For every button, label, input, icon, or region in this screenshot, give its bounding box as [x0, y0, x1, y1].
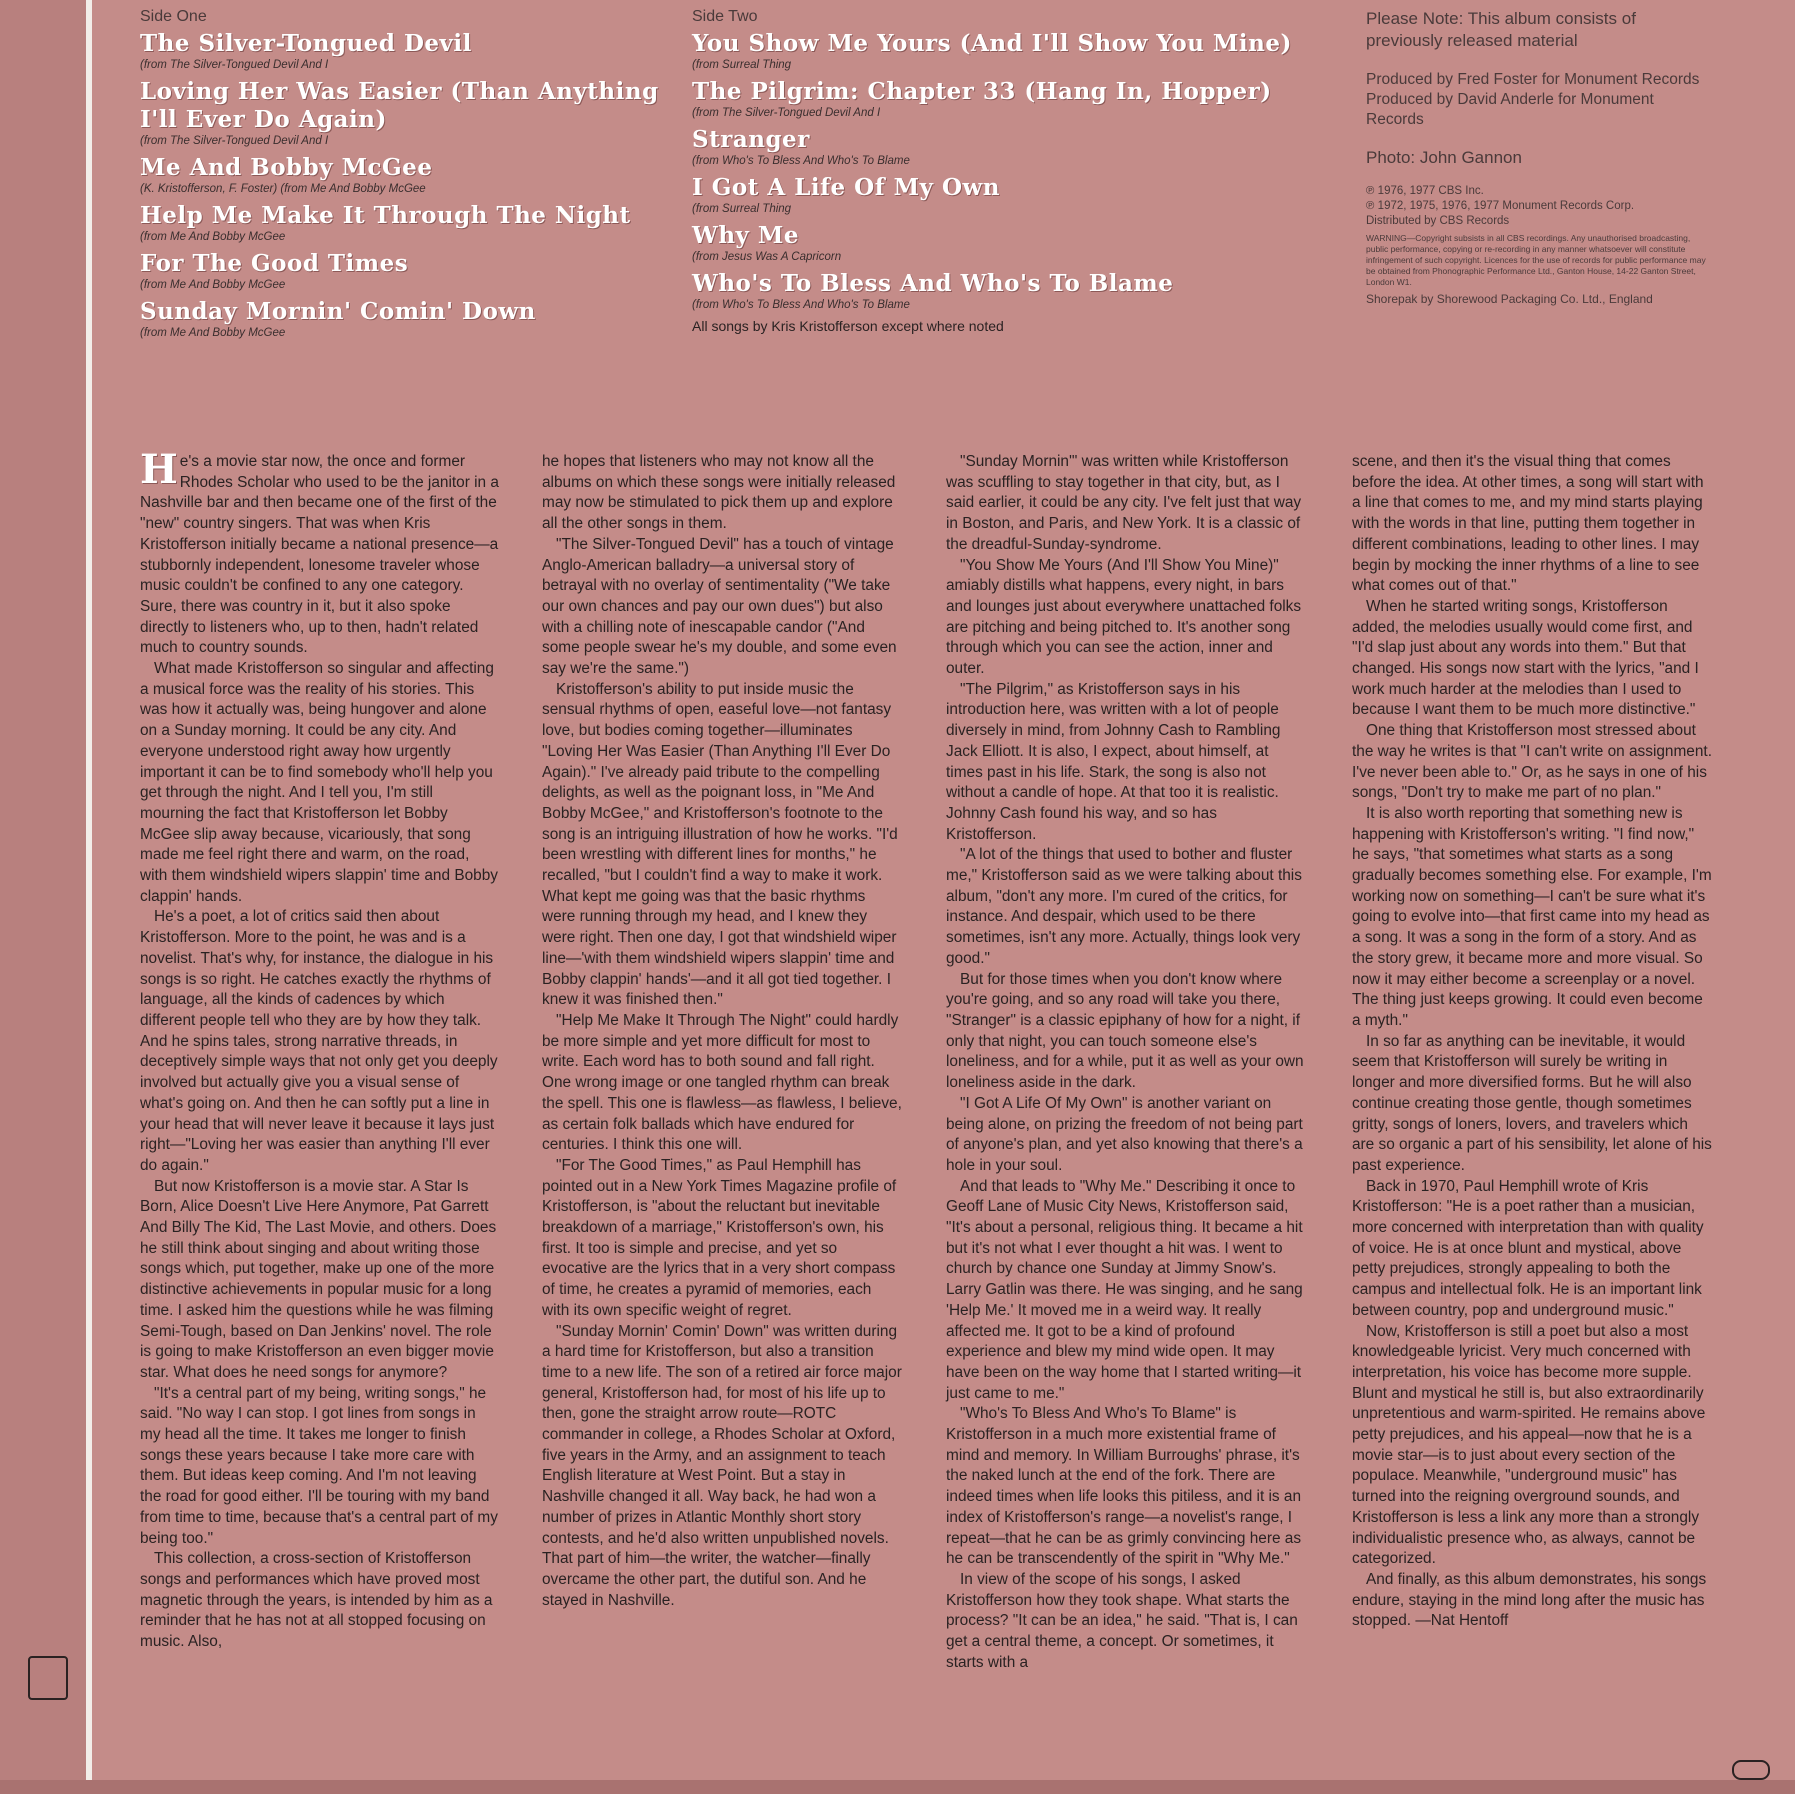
side-two-label: Side Two [692, 8, 758, 25]
track-title: The Pilgrim: Chapter 33 (Hang In, Hopper) [692, 78, 1272, 105]
article-column-1 [140, 446, 500, 1653]
article-paragraph: And finally, as this album demonstrates, his songs endure, staying in the mind long after the music has stopped. —Nat Hentoff [1352, 1570, 1707, 1630]
songwriter-footnote: All songs by Kris Kristofferson except where noted [692, 318, 1004, 334]
article-paragraph: "Sunday Mornin'" was written while Kristofferson was scuffling to stay together in that city, but, as I said earlier, it could be any city. I've felt just that way in Boston, and Paris, and New York. It is a classic of the dreadful-Sunday-syndrome. [946, 453, 1302, 553]
track-title: The Silver-Tongued Devil [140, 30, 472, 57]
side-one-tracklist [140, 8, 680, 346]
article-paragraph: scene, and then it's the visual thing that comes before the idea. At other times, a song will start with a line that comes to me, and my mind starts playing with the words in that line, putting them together in different combinations, leading to other lines. I may begin by mocking the inner rhythms of a line to see what comes out of that." [1352, 453, 1704, 595]
article-paragraph: What made Kristofferson so singular and affecting a musical force was the reality of his stories. This was how it actually was, being hungover and alone on a Sunday morning. It could be any city. And everyone understood right away how urgently important it can be to find somebody who'll help you get through the night. And I tell you, I'm still mourning the fact that Kristofferson let Bobby McGee slip away because, vicariously, that song made me feel right there and warm, on the road, with them windshield wipers slappin' time and Bobby clappin' hands. [140, 660, 498, 905]
track [692, 222, 1352, 264]
article-paragraph: "Who's To Bless And Who's To Blame" is Kristofferson in a much more existential frame of mind and memory. In William Burroughs' phrase, it's the naked lunch at the end of the fork. There are indeed times when life looks this pitiless, and it is an index of Kristofferson's range—a novelist's range, I repeat—that he can be as grimly convincing here as he can be transcendently of the spirit in "Why Me." [946, 1405, 1302, 1568]
track [140, 250, 680, 292]
track [692, 78, 1352, 120]
track-source: (K. Kristofferson, F. Foster) (from Me And Bobby McGee [140, 183, 426, 195]
article-paragraph: In so far as anything can be inevitable, it would seem that Kristofferson will surely be writing in longer and more diversified forms. But he will also continue creating those gentle, though sometimes gritty, songs of loners, lovers, and travelers which are so organic a part of his sensibility, let alone of his past experience. [1352, 1032, 1712, 1174]
article-paragraph: "For The Good Times," as Paul Hemphill has pointed out in a New York Times Magazine profile of Kristofferson, is "about the reluctant but inevitable breakdown of a marriage," Kristofferson's own, his first. It too is simple and precise, and yet so evocative are the lyrics that in a very short compass of time, he creates a pyramid of memories, each with its own specific weight of regret. [542, 1156, 897, 1319]
track [140, 154, 680, 196]
article-paragraph: Back in 1970, Paul Hemphill wrote of Kris Kristofferson: "He is a poet rather than a musician, more concerned with interpretation than with quality of voice. He is at once blunt and mystical, above petty prejudices, strongly appealing to both the campus and intellectual folk. He is an important link between country, pop and underground music." [1352, 1177, 1704, 1319]
please-note: Please Note: This album consists of previously released material [1366, 9, 1636, 50]
track-title: Why Me [692, 222, 800, 249]
copyright-line: ℗ 1976, 1977 CBS Inc. [1366, 185, 1484, 197]
article-column-3 [946, 452, 1306, 1673]
track [692, 30, 1352, 72]
track-source: (from The Silver-Tongued Devil And I [140, 59, 329, 71]
article-paragraph: He's a movie star now, the once and former Rhodes Scholar who used to be the janitor in a Nashville bar and then became one of the first of the "new" country singers. That was when Kris Kristofferson initially became a national presence—a stubbornly independent, lonesome traveler whose music couldn't be confined to any one category. Sure, there was country in it, but it also spoke directly to listeners who, up to then, hadn't related much to country sounds. [140, 446, 499, 657]
white-border-stripe [86, 0, 92, 1794]
track-source: (from Me And Bobby McGee [140, 231, 286, 243]
track [140, 298, 680, 340]
track [140, 202, 680, 244]
track-source: (from The Silver-Tongued Devil And I [692, 107, 881, 119]
track-source: (from Me And Bobby McGee [140, 327, 286, 339]
track-title: I Got A Life Of My Own [692, 174, 1001, 201]
article-paragraph: In view of the scope of his songs, I asked Kristofferson how they took shape. What starts the process? "It can be an idea," he said. "That is, I can get a central theme, a concept. Or sometimes, it starts with a [946, 1570, 1298, 1671]
article-paragraph: This collection, a cross-section of Kristofferson songs and performances which have proved most magnetic through the years, is intended by him as a reminder that he has not at all stopped focusing on music. Also, [140, 1550, 493, 1651]
track-title: For The Good Times [140, 250, 409, 277]
side-two-tracklist [692, 8, 1352, 334]
track-title: Sunday Mornin' Comin' Down [140, 298, 536, 325]
photo-credit: Photo: John Gannon [1366, 148, 1522, 167]
article-column-4 [1352, 452, 1712, 1632]
article-paragraph: But now Kristofferson is a movie star. A Star Is Born, Alice Doesn't Live Here Anymore, Pat Garrett And Billy The Kid, The Last Movie, and others. Does he still think about singing and about writing those songs which, put together, make up one of the more distinctive achievements in popular music for a long time. I asked him the questions while he was filming Semi-Tough, based on Dan Jenkins' novel. The role is going to make Kristofferson an even bigger movie star. What does he need songs for anymore? [140, 1177, 497, 1381]
article-paragraph: "Sunday Mornin' Comin' Down" was written during a hard time for Kristofferson, but also a transition time to a new life. The son of a retired air force major general, Kristofferson had, for most of his life up to then, gone the straight arrow route—ROTC commander in college, a Rhodes Scholar at Oxford, five years in the Army, and an assignment to teach English literature at West Point. But a stay in Nashville changed it all. Way back, he had won a number of prizes in Atlantic Monthly short story contests, and he'd also written unpublished novels. That part of him—the writer, the watcher—finally overcame the other part, the dutiful son. And he stayed in Nashville. [542, 1322, 902, 1609]
track-title: Me And Bobby McGee [140, 154, 433, 181]
article-paragraph: Now, Kristofferson is still a poet but also a most knowledgeable lyricist. Very much concerned with interpretation, his voice has become more supple. Blunt and mystical he still is, but also extraordinarily unpretentious and warm-spirited. He remains above petty prejudices, and his appeal—now that he is a movie star—is to just about every section of the populace. Meanwhile, "underground music" has turned into the reigning overground sounds, and Kristofferson is less a link any more than a strongly individualistic presence who, as always, cannot be categorized. [1352, 1322, 1706, 1568]
producer-credit: Produced by Fred Foster for Monument Records [1366, 71, 1700, 88]
drop-cap: H [140, 446, 178, 493]
label-logo-icon [1732, 1760, 1770, 1780]
article-paragraph: It is also worth reporting that something new is happening with Kristofferson's writing. "I find now," he says, "that sometimes what starts as a song gradually becomes something else. For example, I'm working now on something—I can't be sure what it's going to evolve into—that first came into my head as a song. It was a song in the form of a story. And as the story grew, it became more and more visual. So now it may either become a screenplay or a novel. The thing just keeps growing. It could even become a myth." [1352, 804, 1712, 1029]
track-source: (from Me And Bobby McGee [140, 279, 286, 291]
article-paragraph: "You Show Me Yours (And I'll Show You Mine)" amiably distills what happens, every night, in bars and lounges just about everywhere unattached folks are pitching and being pitched to. It's another song through which you can see the action, inner and outer. [946, 556, 1302, 678]
article-paragraph: "Help Me Make It Through The Night" could hardly be more simple and yet more difficult for most to write. Each word has to both sound and fall right. One wrong image or one tangled rhythm can break the spell. This one is flawless—as flawless, I believe, as certain folk ballads which have endured for centuries. I think this one will. [542, 1011, 902, 1154]
track-source: (from Surreal Thing [692, 203, 792, 215]
article-paragraph: "The Silver-Tongued Devil" has a touch of vintage Anglo-American balladry—a universal story of betrayal with no overlay of sentimentality ("We take our own chances and pay our own dues") but also with a chilling note of inescapable candor ("And some people swear he's my double, and some even say we're the same.") [542, 535, 897, 678]
distributor-line: Distributed by CBS Records [1366, 215, 1510, 227]
credits-notes [1366, 8, 1706, 306]
article-paragraph: He's a poet, a lot of critics said then about Kristofferson. More to the point, he was and is a novelist. That's why, for instance, the dialogue in his songs is so right. He catches exactly the rhythms of language, all the kinds of cadences by which different people tell who they are by how they talk. And he spins tales, strong narrative threads, in deceptively simple ways that not only get you deeply involved but actually give you a visual sense of what's going on. And then he can softly put a line in your head that will never leave it because it lays just right—"Loving her was easier than anything I'll ever do again." [140, 908, 498, 1174]
producer-credit: Produced by David Anderle for Monument Records [1366, 91, 1654, 128]
article-paragraph: When he started writing songs, Kristofferson added, the melodies usually would come first, and "I'd slap just about any words into them." But that changed. His songs now start with the lyrics, "and I work much harder at the melodies than I used to because I want them to be much more distinctive." [1352, 597, 1699, 719]
copyright-warning: WARNING—Copyright subsists in all CBS recordings. Any unauthorised broadcasting, public performance, copying or re-recording in any manner whatsoever will constitute infringement of such copyright. Licences for the use of records for public performance may be obtained from Phonographic Performance Ltd., Ganton House, 14-22 Ganton Street, London W1. [1366, 233, 1706, 287]
track [692, 270, 1352, 312]
article-column-2 [542, 452, 902, 1611]
side-one-label: Side One [140, 8, 207, 25]
track-title: Loving Her Was Easier (Than Anything I'll Ever Do Again) [140, 78, 659, 133]
article-paragraph: "It's a central part of my being, writing songs," he said. "No way I can stop. I got lines from songs in my head all the time. It takes me longer to finish songs these years because I take more care with them. But ideas keep coming. And I'm not leaving the road for good either. I'll be touring with my band from time to time, because that's a central part of my being too." [140, 1384, 498, 1547]
cassette-logo-icon [28, 1656, 68, 1700]
track-title: Stranger [692, 126, 810, 153]
track [140, 78, 680, 148]
track-source: (from Jesus Was A Capricorn [692, 251, 842, 263]
track-source: (from Who's To Bless And Who's To Blame [692, 155, 910, 167]
track [692, 174, 1352, 216]
article-paragraph: Kristofferson's ability to put inside music the sensual rhythms of open, easeful love—not fantasy love, but bodies coming together—illuminates "Loving Her Was Easier (Than Anything I'll Ever Do Again)." I've already paid tribute to the compelling delights, as well as the poignant loss, in "Me And Bobby McGee," and Kristofferson's footnote to the song is an intriguing illustration of how he works. "I'd been wrestling with different lines for months," he recalled, "but I couldn't find a way to make it work. What kept me going was that the basic rhythms were running through my head, and I knew they were right. Then one day, I got that windshield wiper line—'with them windshield wipers slappin' time and Bobby clappin' hands'—and it all got tied together. I knew it was finished then." [542, 680, 898, 1009]
article-paragraph: But for those times when you don't know where you're going, and so any road will take you there, "Stranger" is a classic epiphany of how for a night, if only that night, you can touch someone else's loneliness, and for a while, put it as well as your own loneliness aside in the dark. [946, 970, 1304, 1092]
track-title: You Show Me Yours (And I'll Show You Mine) [692, 30, 1292, 57]
track-source: (from Who's To Bless And Who's To Blame [692, 299, 910, 311]
copyright-line: ℗ 1972, 1975, 1976, 1977 Monument Records Corp. [1366, 200, 1635, 212]
track [692, 126, 1352, 168]
article-paragraph: "I Got A Life Of My Own" is another variant on being alone, on prizing the freedom of not being part of anyone's plan, and yet also knowing that there's a hole in your soul. [946, 1094, 1303, 1174]
packaging-credit: Shorepak by Shorewood Packaging Co. Ltd., England [1366, 292, 1653, 306]
track-source: (from Surreal Thing [692, 59, 792, 71]
article-paragraph: "The Pilgrim," as Kristofferson says in his introduction here, was written with a lot of people diversely in mind, from Johnny Cash to Rambling Jack Elliott. It is also, I expect, about himself, at times past in his life. Stark, the song is also not without a candle of hope. At that too it is realistic. Johnny Cash found his way, and so has Kristofferson. [946, 680, 1281, 843]
left-spine-stripe [0, 0, 86, 1794]
track [140, 30, 680, 72]
track-source: (from The Silver-Tongued Devil And I [140, 135, 329, 147]
track-title: Help Me Make It Through The Night [140, 202, 631, 229]
bottom-edge-band [0, 1780, 1795, 1794]
article-paragraph: And that leads to "Why Me." Describing it once to Geoff Lane of Music City News, Kristofferson said, "It's about a personal, religious thing. It became a hit but it's not what I ever thought a hit was. I went to church by chance one Sunday at Jimmy Snow's. Larry Gatlin was there. He was singing, and he sang 'Help Me.' It moved me in a weird way. It really affected me. It got to be a kind of profound experience and blew my mind wide open. It may have been on the way home that I started writing—it just came to me." [946, 1177, 1303, 1402]
article-paragraph: "A lot of the things that used to bother and fluster me," Kristofferson said as we were talking about this album, "don't any more. I'm cured of the critics, for instance. And despair, which used to be there sometimes, isn't any more. Actually, things look very good." [946, 846, 1302, 967]
track-title: Who's To Bless And Who's To Blame [692, 270, 1174, 297]
article-paragraph: he hopes that listeners who may not know all the albums on which these songs were initially released may now be stimulated to pick them up and explore all the other songs in them. [542, 453, 896, 533]
article-paragraph: One thing that Kristofferson most stressed about the way he writes is that "I can't write on assignment. I've never been able to." Or, as he says in one of his songs, "Don't try to make me part of no plan." [1352, 722, 1712, 802]
